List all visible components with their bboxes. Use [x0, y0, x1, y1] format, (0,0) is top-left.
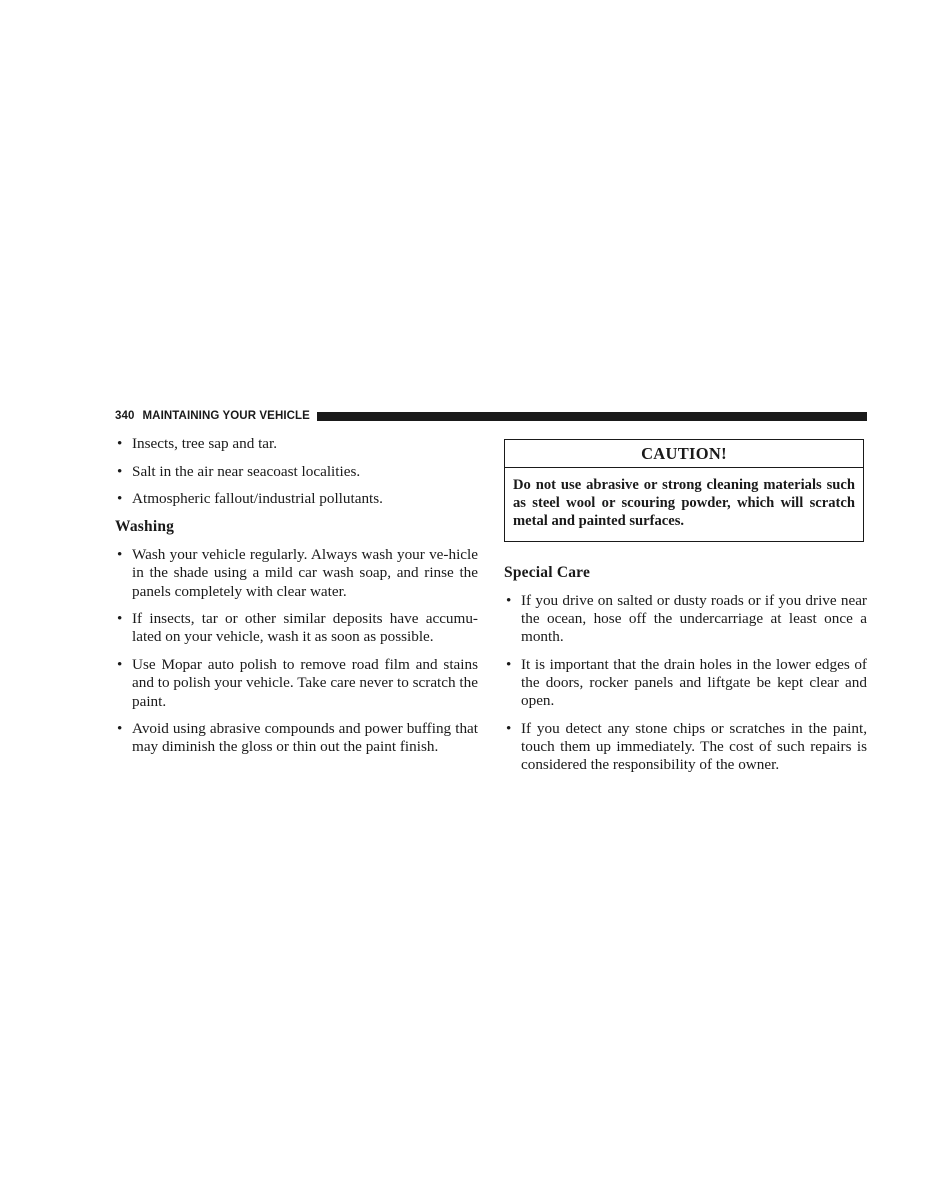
left-column — [115, 435, 478, 766]
list-item: • Salt in the air near seacoast localities. — [117, 462, 361, 480]
special-care-heading: Special Care — [504, 563, 591, 581]
bullet-icon: • — [117, 546, 123, 564]
bullet-icon: • — [117, 610, 123, 628]
page-header — [115, 408, 867, 424]
section-title: MAINTAINING YOUR VEHICLE — [142, 410, 310, 422]
bullet-icon: • — [117, 435, 123, 452]
special-care-bullet-list — [504, 592, 867, 775]
intro-bullet-list — [115, 435, 478, 509]
bullet-icon: • — [117, 656, 123, 674]
bullet-icon: • — [506, 655, 512, 673]
list-item: • It is important that the drain holes in the lower edges of the doors, rocker panels and liftgate be kept clear and open. — [506, 655, 867, 710]
list-item: • Use Mopar auto polish to remove road film and stains and to polish your vehicle. Take care never to scratch the paint. — [117, 656, 478, 710]
list-item: • Avoid using abrasive compounds and power buffing that may diminish the gloss or thin out the paint finish. — [117, 720, 478, 756]
bullet-icon: • — [117, 490, 123, 508]
list-item: • If insects, tar or other similar deposits have accumu-lated on your vehicle, wash it as soon as possible. — [117, 610, 478, 646]
list-item: • Insects, tree sap and tar. — [117, 435, 278, 452]
right-column — [504, 439, 867, 784]
bullet-icon: • — [506, 719, 512, 737]
caution-title: CAUTION! — [505, 440, 863, 468]
list-item: • If you drive on salted or dusty roads or if you drive near the ocean, hose off the undercarriage at least once a month. — [506, 591, 867, 646]
caution-box — [504, 439, 864, 542]
list-item: • If you detect any stone chips or scratches in the paint, touch them up immediately. The cost of such repairs is considered the responsibility of the owner. — [506, 719, 867, 774]
washing-bullet-list — [115, 546, 478, 757]
bullet-icon: • — [506, 591, 512, 609]
header-rule — [317, 412, 867, 421]
list-item: • Atmospheric fallout/industrial pollutants. — [117, 490, 383, 508]
bullet-icon: • — [117, 720, 123, 738]
caution-body: Do not use abrasive or strong cleaning materials such as steel wool or scouring powder, which will scratch metal and painted surfaces. — [513, 477, 855, 530]
page-number: 340 — [115, 410, 135, 422]
list-item: • Wash your vehicle regularly. Always wash your ve-hicle in the shade using a mild car wash soap, and rinse the panels completely with clear water. — [117, 546, 478, 600]
washing-heading: Washing — [115, 518, 175, 536]
bullet-icon: • — [117, 462, 123, 480]
